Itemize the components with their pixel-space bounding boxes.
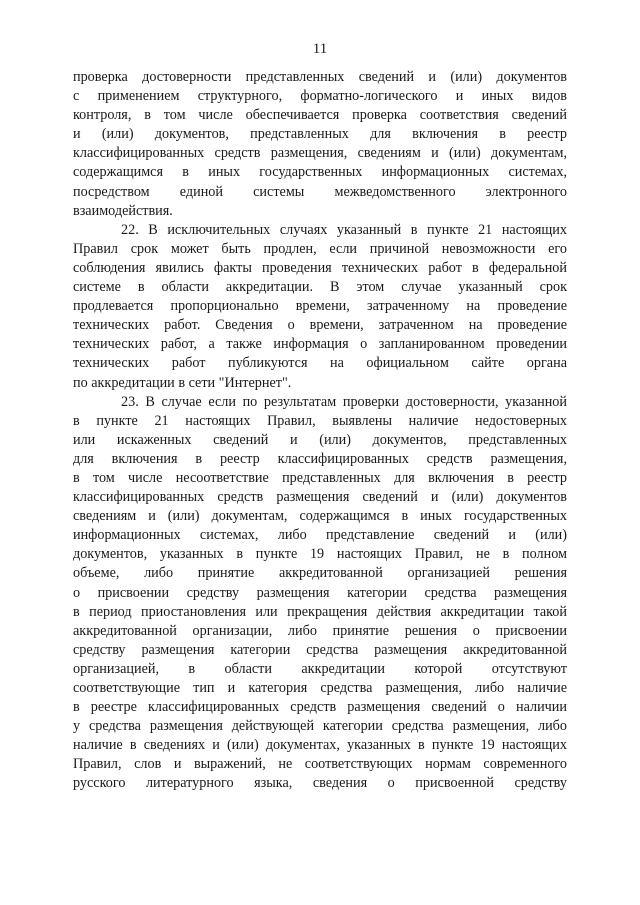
text-line: и (или) документов, представленных для включения в реестр bbox=[73, 126, 567, 143]
text-line: для включения в реестр классифицированных средств размещения, bbox=[73, 450, 567, 467]
text-line: наличие в сведениях и (или) документах, указанных в пункте 19 настоящих bbox=[73, 737, 567, 754]
text-line: с применением структурного, форматно-логического и иных видов bbox=[73, 88, 567, 105]
text-line: аккредитованной организации, либо принятие решения о присвоении bbox=[73, 622, 567, 639]
text-line: 22. В исключительных случаях указанный в пункте 21 настоящих bbox=[121, 221, 567, 238]
text-line: соответствующие тип и категория средства размещения, либо наличие bbox=[73, 680, 567, 696]
text-line: документов, указанных в пункте 19 настоящих Правил, не в полном bbox=[73, 546, 567, 563]
page-number: 11 bbox=[312, 41, 328, 57]
text-line: организацией, в области аккредитации которой отсутствуют bbox=[73, 660, 567, 677]
text-line: 23. В случае если по результатам проверки достоверности, указанной bbox=[121, 393, 567, 410]
text-line: средству размещения категории средства размещения аккредитованной bbox=[73, 641, 567, 658]
text-line: технических работ. Сведения о времени, затраченном на проведение bbox=[73, 317, 567, 334]
text-line: технических работ публикуются на официальном сайте органа bbox=[73, 355, 567, 372]
text-line: в пункте 21 настоящих Правил, выявлены наличие недостоверных bbox=[73, 412, 567, 429]
text-line: посредством единой системы межведомственного электронного bbox=[73, 183, 567, 200]
text-line: классифицированных средств размещения, сведениям и (или) документам, bbox=[73, 145, 567, 162]
text-line: Правил, слов и выражений, не соответствующих нормам современного bbox=[73, 756, 567, 773]
text-line: сведениям и (или) документам, содержащимся в иных государственных bbox=[73, 508, 567, 525]
text-line: классифицированных средств размещения сведений и (или) документов bbox=[73, 489, 567, 506]
text-line: технических работ, а также информация о запланированном проведении bbox=[73, 336, 567, 353]
text-line: в том числе несоответствие представленных для включения в реестр bbox=[73, 469, 567, 486]
text-line: объеме, либо принятие аккредитованной организацией решения bbox=[73, 565, 567, 582]
document-body bbox=[73, 68, 567, 794]
text-line: взаимодействия. bbox=[73, 202, 173, 219]
text-line: о присвоении средству размещения категории средства размещения bbox=[73, 584, 567, 601]
text-line: в период приостановления или прекращения действия аккредитации такой bbox=[73, 603, 567, 620]
text-line: Правил срок может быть продлен, если причиной невозможности его bbox=[73, 240, 567, 257]
text-line: по аккредитации в сети "Интернет". bbox=[73, 374, 292, 391]
text-line: продлевается пропорционально времени, затраченному на проведение bbox=[73, 298, 567, 315]
text-line: у средства размещения действующей категории средства размещения, либо bbox=[73, 718, 567, 735]
text-line: в реестре классифицированных средств размещения сведений о наличии bbox=[73, 699, 567, 716]
text-line: или искаженных сведений и (или) документов, представленных bbox=[73, 431, 567, 448]
text-line: системе в области аккредитации. В этом случае указанный срок bbox=[73, 279, 567, 296]
text-line: соблюдения явились факты проведения технических работ в федеральной bbox=[73, 259, 567, 276]
text-line: контроля, в том числе обеспечивается проверка соответствия сведений bbox=[73, 107, 567, 124]
text-line: содержащимся в иных государственных информационных системах, bbox=[73, 164, 567, 181]
text-line: русского литературного языка, сведения о присвоенной средству bbox=[73, 775, 567, 792]
text-line: проверка достоверности представленных сведений и (или) документов bbox=[73, 69, 567, 85]
text-line: информационных системах, либо представление сведений и (или) bbox=[73, 527, 567, 544]
